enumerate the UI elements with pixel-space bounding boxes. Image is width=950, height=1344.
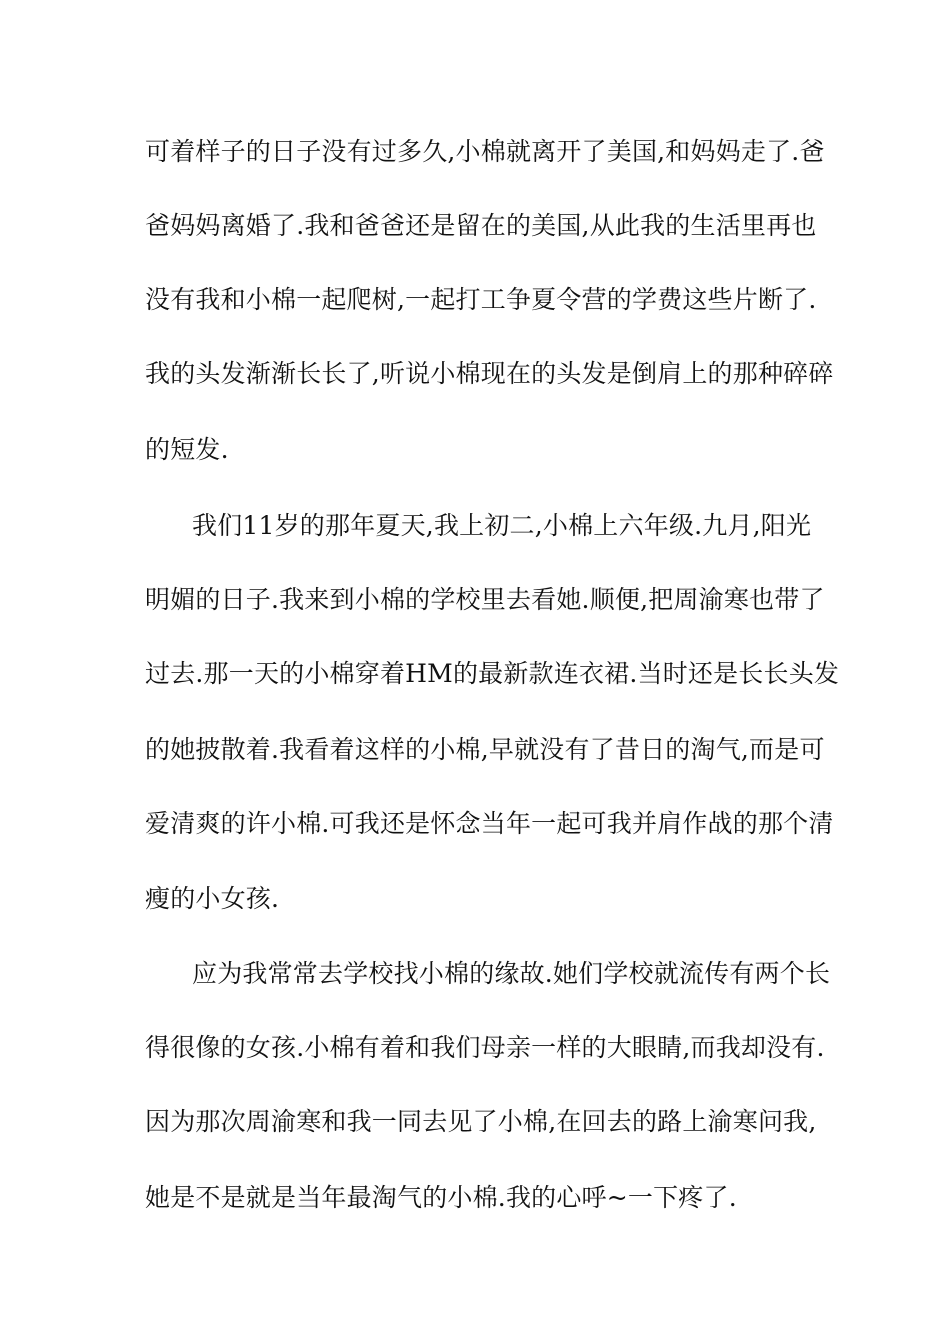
paragraph-line: 的短发. (145, 435, 229, 464)
paragraph-line: 她是不是就是当年最淘气的小棉.我的心呼~一下疼了. (145, 1183, 737, 1212)
paragraph-line: 我的头发渐渐长长了,听说小棉现在的头发是倒肩上的那种碎碎 (145, 359, 834, 388)
paragraph-line: 爸妈妈离婚了.我和爸爸还是留在的美国,从此我的生活里再也 (145, 211, 817, 240)
paragraph-line: 明媚的日子.我来到小棉的学校里去看她.顺便,把周渝寒也带了 (145, 585, 825, 614)
paragraph-line: 因为那次周渝寒和我一同去见了小棉,在回去的路上渝寒问我, (145, 1107, 817, 1136)
paragraph-line: 瘦的小女孩. (145, 884, 280, 913)
paragraph-line: 没有我和小棉一起爬树,一起打工争夏令营的学费这些片断了. (145, 285, 817, 314)
paragraph-line: 可着样子的日子没有过多久,小棉就离开了美国,和妈妈走了.爸 (145, 137, 825, 166)
paragraph-line: 爱清爽的许小棉.可我还是怀念当年一起可我并肩作战的那个清 (145, 809, 834, 838)
paragraph-line: 的她披散着.我看着这样的小棉,早就没有了昔日的淘气,而是可 (145, 735, 825, 764)
paragraph-line: 过去.那一天的小棉穿着HM的最新款连衣裙.当时还是长长头发 (145, 659, 840, 688)
paragraph-line: 应为我常常去学校找小棉的缘故.她们学校就流传有两个长 (192, 959, 831, 988)
paragraph-line: 得很像的女孩.小棉有着和我们母亲一样的大眼睛,而我却没有. (145, 1033, 825, 1062)
paragraph-line: 我们11岁的那年夏天,我上初二,小棉上六年级.九月,阳光 (192, 511, 812, 540)
